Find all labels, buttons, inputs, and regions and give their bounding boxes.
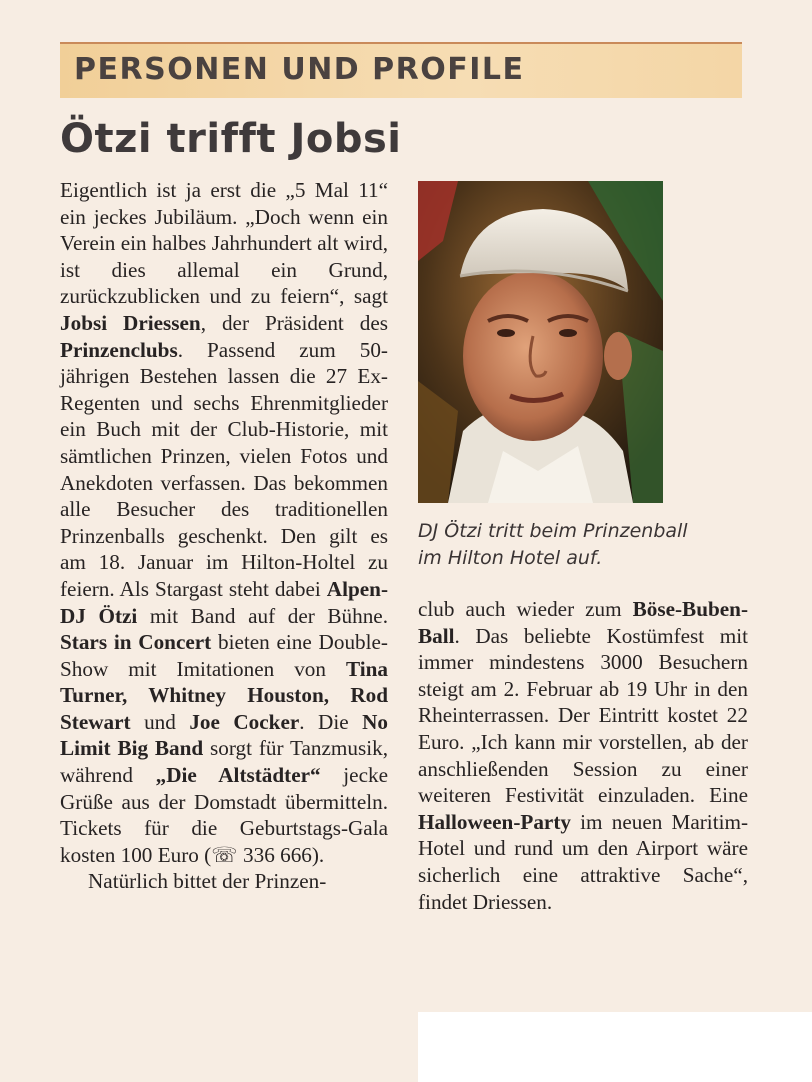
- text-run: . Das beliebte Kostümfest mit immer mindestens 3000 Besuchern steigt am 2. Februar ab 19 Uhr in den Rheinterrassen. Der Eintritt kostet 22 Euro. „Ich kann mir vorstellen, ab der anschließenden Session zu einer weiteren Festivität einzuladen. Eine: [418, 623, 748, 808]
- text-run: club auch wieder zum: [418, 597, 633, 621]
- bold-name: Joe Cocker: [189, 709, 300, 734]
- article-paragraph-continued: Natürlich bittet der Prinzen-: [88, 869, 327, 894]
- article-column-right: [418, 596, 748, 915]
- article-headline: Ötzi trifft Jobsi: [60, 116, 402, 162]
- text-run: Eigentlich ist ja erst die „5 Mal 11“ ein jeckes Jubiläum. „Doch wenn ein Verein ein halbes Jahrhundert alt wird, ist dies allemal ein Grund, zurückzublicken und zu feiern“, sagt: [60, 178, 388, 309]
- bold-name: Jobsi Driessen: [60, 310, 201, 335]
- section-banner: [60, 42, 742, 98]
- text-run: jecke Grüße aus der Domstadt übermitteln. Tickets für die Geburtstags-Gala kosten 100 Euro (☏ 336 666).: [60, 763, 388, 867]
- caption-line: DJ Ötzi tritt beim Prinzenball: [418, 520, 688, 542]
- article-paragraph: [418, 596, 748, 915]
- bold-name: Halloween-Party: [418, 809, 571, 834]
- section-title: PERSONEN UND PROFILE: [74, 52, 525, 87]
- bold-name: Prinzenclubs: [60, 337, 178, 362]
- text-run: und: [130, 709, 190, 734]
- page-background: [418, 1012, 812, 1082]
- article-column-left: [60, 177, 388, 895]
- photo-caption: [418, 518, 738, 572]
- text-run: , der Präsident des: [200, 310, 388, 335]
- bold-name: Alpen-DJ Ötzi: [60, 576, 388, 628]
- text-run: bieten eine Double-Show mit Imitationen von: [60, 630, 388, 681]
- bold-name: Stars in Concert: [60, 630, 212, 655]
- bold-name: Tina Turner, Whitney Houston, Rod Stewart: [60, 656, 388, 734]
- text-run: sorgt für Tanzmusik, während: [60, 736, 388, 788]
- article-photo: [418, 181, 663, 503]
- photo-image: [418, 181, 663, 503]
- text-run: im neuen Maritim-Hotel und rund um den Airport wäre sicherlich eine attraktive Sache“, findet Driessen.: [418, 809, 748, 914]
- caption-line: im Hilton Hotel auf.: [418, 547, 603, 569]
- text-run: . Die: [299, 709, 363, 734]
- text-run: mit Band auf der Bühne.: [137, 603, 388, 628]
- bold-name: „Die Altstädter“: [155, 763, 321, 788]
- bold-name: No Limit Big Band: [60, 709, 389, 761]
- article-paragraph: [60, 177, 388, 868]
- text-run: . Passend zum 50-jährigen Bestehen lassen die 27 Ex-Regenten und sechs Ehrenmitglieder ein Buch mit der Club-Historie, mit sämtlichen Prinzen, vielen Fotos und Anekdoten verfassen. Das bekommen alle Besucher des traditionellen Prinzenballs geschenkt. Den gilt es am 18. Januar im Hilton-Holtel zu feiern. Als Stargast steht dabei: [60, 337, 388, 601]
- bold-name: Böse-Buben-Ball: [418, 597, 748, 648]
